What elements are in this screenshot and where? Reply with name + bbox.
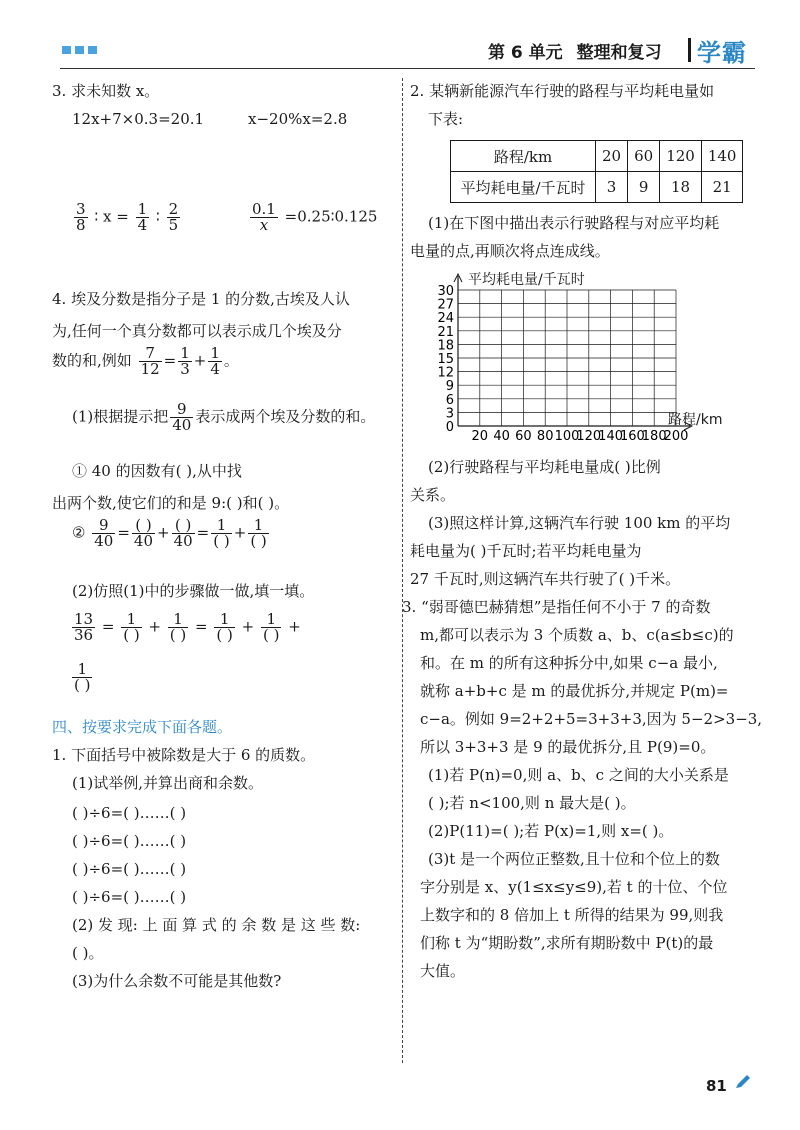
chart-xlabel: 路程/km xyxy=(668,412,723,428)
q2-part1-line2: 电量的点,再顺次将点连成线。 xyxy=(410,242,610,260)
chart-ticks xyxy=(437,284,688,444)
x-tick-label: 200 xyxy=(663,429,689,444)
q3-line: ( );若 n<100,则 n 最大是( )。 xyxy=(428,794,636,812)
q2-part2-line2: 关系。 xyxy=(410,486,456,504)
q3-line: 们称 t 为“期盼数”,求所有期盼数中 P(t)的最 xyxy=(420,934,714,952)
s1-part3: (3)为什么余数不可能是其他数? xyxy=(72,972,282,990)
q3-eq2: x−20%x=2.8 xyxy=(248,110,348,128)
x-tick-label: 40 xyxy=(493,429,510,444)
x-tick-label: 180 xyxy=(641,429,667,444)
section-four-heading: 四、按要求完成下面各题。 xyxy=(52,718,233,736)
q4-part2-eq: $\frac{13}{36}$ = $\frac{1}{( )}$ + $\frac{1}{( )}$ = $\frac{1}{( )}$ + $\frac{1}{( )}$ + xyxy=(74,610,301,644)
q3-title: 3. 求未知数 x。 xyxy=(52,82,160,100)
table-cell: 20 xyxy=(596,141,628,172)
x-tick-label: 100 xyxy=(554,429,580,444)
q4-c1b: 出两个数,使它们的和是 9:( )和( )。 xyxy=(52,494,290,512)
x-tick-label: 160 xyxy=(619,429,645,444)
q3-line: 所以 3+3+3 是 9 的最优拆分,且 P(9)=0。 xyxy=(420,738,716,756)
table-cell: 3 xyxy=(596,172,628,203)
pen-icon xyxy=(734,1074,752,1090)
q3-line: c−a。例如 9=2+2+5=3+3+3,因为 5−2>3−3, xyxy=(420,710,763,728)
y-tick-label: 15 xyxy=(437,352,454,367)
s1-title: 1. 下面括号中被除数是大于 6 的质数。 xyxy=(52,746,316,764)
q3-line: 就称 a+b+c 是 m 的最优拆分,并规定 P(m)= xyxy=(420,682,729,700)
data-table xyxy=(450,140,743,203)
chart-grid xyxy=(454,274,692,430)
q3-eq3: $\frac{3}{8}$ ∶ x = $\frac{1}{4}$ ∶ $\frac{2}{5}$ xyxy=(76,200,179,234)
s1-row: ( )÷6=( )……( ) xyxy=(72,804,187,822)
table-cell: 21 xyxy=(701,172,743,203)
table-cell: 140 xyxy=(701,141,743,172)
q4-c2: ② $\frac{9}{40}$ = $\frac{( )}{40}$ + $\frac{( )}{40}$ = $\frac{1}{( )}$ + $\frac{1}{( )}$ xyxy=(72,516,267,550)
header-rule xyxy=(60,68,755,69)
grid-chart xyxy=(410,266,760,446)
table-cell: 9 xyxy=(628,172,660,203)
chart-ylabel: 平均耗电量/千瓦时 xyxy=(468,272,585,288)
table-row xyxy=(451,172,743,203)
q4-line1: 4. 埃及分数是指分子是 1 的分数,古埃及人认 xyxy=(52,290,350,308)
q4-line3: 数的和,例如 $\frac{7}{12}$ = $\frac{1}{3}$ + $\frac{1}{4}$ 。 xyxy=(52,344,239,378)
table-header-cell: 平均耗电量/千瓦时 xyxy=(451,172,596,203)
s1-part1: (1)试举例,并算出商和余数。 xyxy=(72,774,264,792)
y-tick-label: 18 xyxy=(437,338,454,354)
y-tick-label: 6 xyxy=(445,392,454,408)
q3-line: (1)若 P(n)=0,则 a、b、c 之间的大小关系是 xyxy=(428,766,729,784)
y-tick-label: 24 xyxy=(437,311,454,327)
q2-part2: (2)行驶路程与平均耗电量成( )比例 xyxy=(428,458,661,476)
q3-line: (2)P(11)=( );若 P(x)=1,则 x=( )。 xyxy=(428,822,674,840)
q4-c1: ① 40 的因数有( ),从中找 xyxy=(72,462,242,480)
table-cell: 60 xyxy=(628,141,660,172)
table-header-cell: 路程/km xyxy=(451,141,596,172)
y-tick-label: 3 xyxy=(445,406,454,422)
q4-part2: (2)仿照(1)中的步骤做一做,填一填。 xyxy=(72,582,315,600)
x-tick-label: 120 xyxy=(576,429,602,444)
q3-line: 字分别是 x、y(1≤x≤y≤9),若 t 的十位、个位 xyxy=(420,878,728,896)
x-tick-label: 60 xyxy=(515,429,532,444)
q2-title-line1: 2. 某辆新能源汽车行驶的路程与平均耗电量如 xyxy=(410,82,715,100)
s1-row: ( )÷6=( )……( ) xyxy=(72,888,187,906)
y-tick-label: 21 xyxy=(437,324,454,340)
q3-line: 和。在 m 的所有这种拆分中,如果 c−a 最小, xyxy=(420,654,718,672)
x-tick-label: 20 xyxy=(471,429,489,444)
s1-part2-blank: ( )。 xyxy=(72,944,104,962)
y-tick-label: 0 xyxy=(445,420,454,435)
table-cell: 18 xyxy=(660,172,702,203)
y-tick-label: 27 xyxy=(437,297,454,313)
q2-part3: (3)照这样计算,这辆汽车行驶 100 km 的平均 xyxy=(428,514,731,532)
q3-eq4: $\frac{0.1}{x}$ =0.25∶0.125 xyxy=(252,200,378,234)
q2-title-line2: 下表: xyxy=(428,110,464,128)
q2-part3-line3: 27 千瓦时,则这辆汽车共行驶了( )千米。 xyxy=(410,570,681,588)
q4-part2-eq-cont: $\frac{1}{( )}$ xyxy=(74,660,91,694)
q3-line: 上数字和的 8 倍加上 t 所得的结果为 99,则我 xyxy=(420,906,724,924)
q4-part1: (1)根据提示把 $\frac{9}{40}$ 表示成两个埃及分数的和。 xyxy=(72,400,376,434)
q3-line: m,都可以表示为 3 个质数 a、b、c(a≤b≤c)的 xyxy=(420,626,734,644)
s1-part2: (2) 发 现: 上 面 算 式 的 余 数 是 这 些 数: xyxy=(72,916,361,934)
q3-line: (3)t 是一个两位正整数,且十位和个位上的数 xyxy=(428,850,720,868)
page-number: 81 xyxy=(706,1077,727,1095)
q3-line: 3. “弱哥德巴赫猜想”是指任何不小于 7 的奇数 xyxy=(402,598,711,616)
column-divider xyxy=(402,78,403,1063)
q3-eq1: 12x+7×0.3=20.1 xyxy=(72,110,205,128)
brand-logo: 学霸 xyxy=(697,39,747,67)
header-decoration xyxy=(62,46,97,54)
s1-row: ( )÷6=( )……( ) xyxy=(72,832,187,850)
table-cell: 120 xyxy=(660,141,702,172)
header-separator xyxy=(688,38,691,62)
y-tick-label: 30 xyxy=(437,284,454,299)
q3-line: 大值。 xyxy=(420,962,466,980)
x-tick-label: 140 xyxy=(598,429,624,444)
s1-row: ( )÷6=( )……( ) xyxy=(72,860,187,878)
unit-title: 第 6 单元 整理和复习 xyxy=(488,43,662,63)
q2-part3-line2: 耗电量为( )千瓦时;若平均耗电量为 xyxy=(410,542,642,560)
q4-line2: 为,任何一个真分数都可以表示成几个埃及分 xyxy=(52,322,342,340)
table-row xyxy=(451,141,743,172)
x-tick-label: 80 xyxy=(536,429,554,444)
y-tick-label: 9 xyxy=(445,379,454,395)
q2-part1-line1: (1)在下图中描出表示行驶路程与对应平均耗 xyxy=(428,214,720,232)
y-tick-label: 12 xyxy=(437,365,454,381)
